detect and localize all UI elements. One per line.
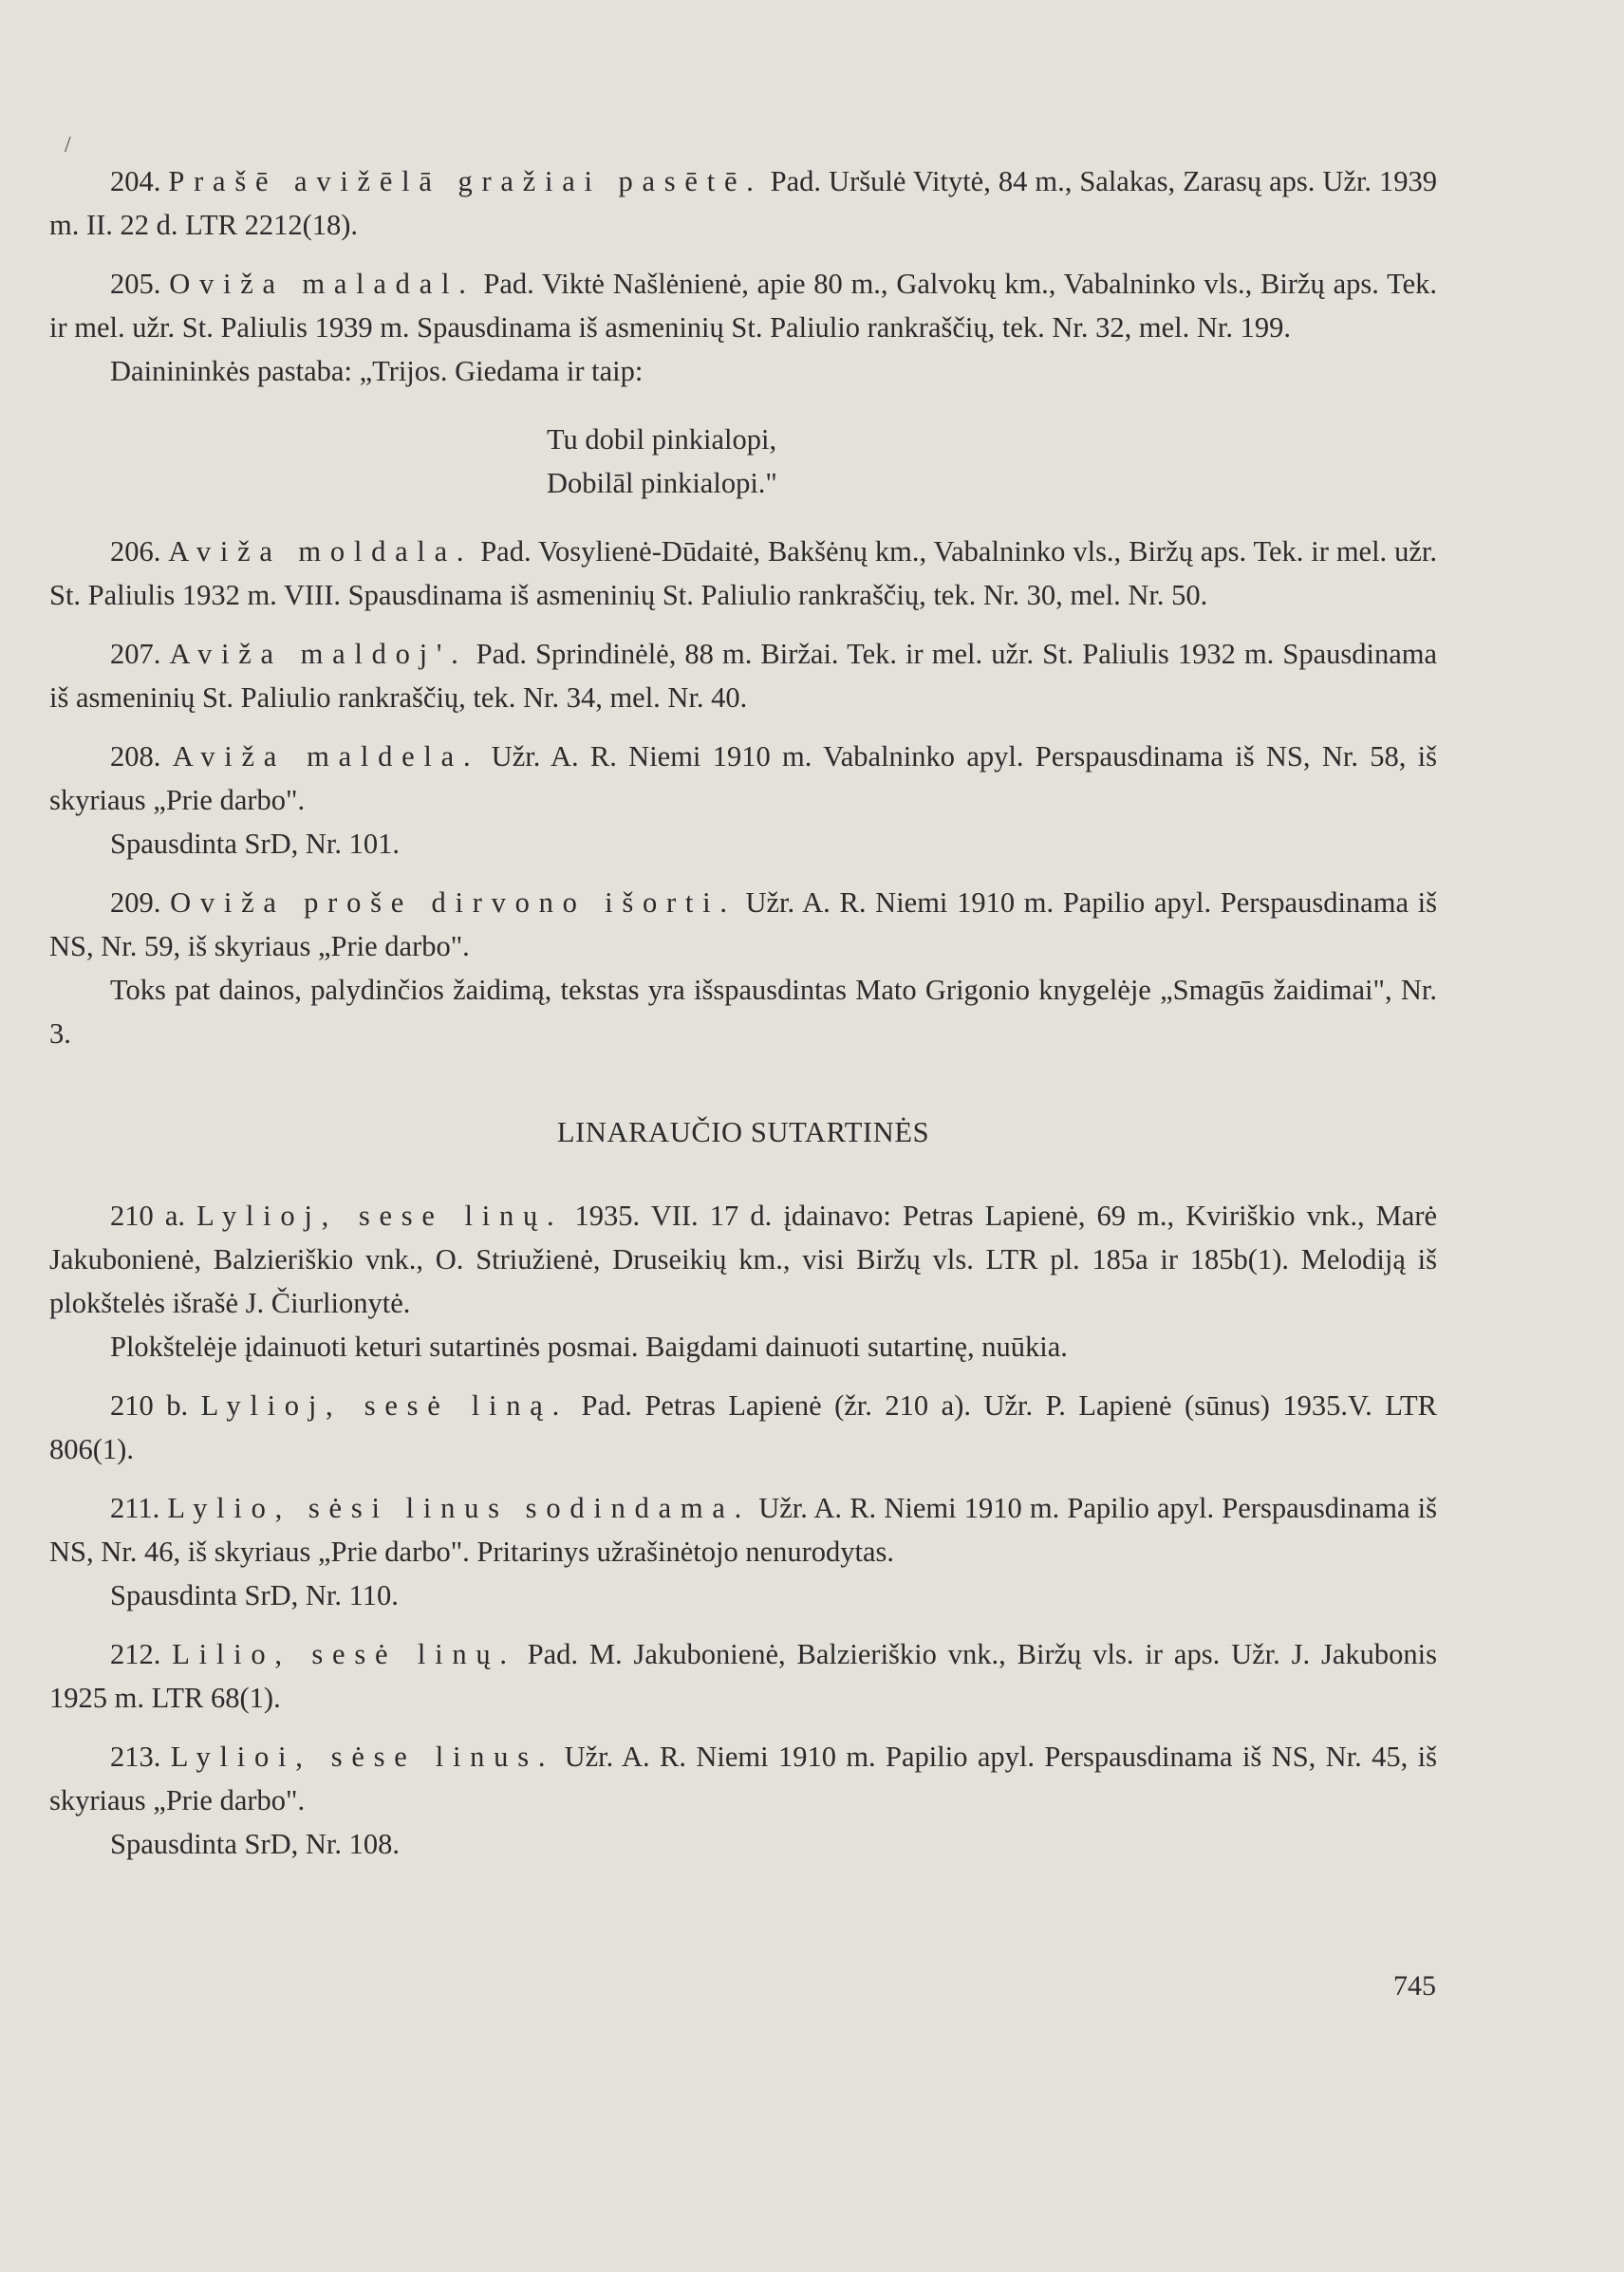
entry-text: Užr. A. R. Niemi 1910 m. Vabalninko apyl. Perspausdinama iš NS, Nr. 58, iš skyriaus „Prie darbo".	[49, 740, 1438, 816]
entry-number: 210 a.	[110, 1200, 186, 1232]
entry-213	[49, 1735, 1437, 1866]
entry-212	[49, 1632, 1437, 1720]
entry-number: 213.	[110, 1741, 161, 1773]
entry-number: 211.	[110, 1492, 160, 1524]
verse-line: Dobilāl pinkialopi."	[547, 467, 777, 499]
entry-title: Oviža proše dirvono išorti.	[170, 886, 737, 919]
entry-title: Lylio, sėsi linus sodindama.	[167, 1492, 752, 1524]
margin-mark: /	[65, 133, 71, 158]
entry-note: Plokštelėje įdainuoti keturi sutartinės posmai. Baigdami dainuoti sutartinę, nuūkia.	[110, 1331, 1068, 1363]
entry-206	[49, 530, 1437, 617]
entry-number: 204.	[110, 165, 161, 197]
entry-number: 207.	[110, 638, 161, 670]
entry-title: Aviža maldela.	[172, 740, 480, 773]
entry-205	[49, 262, 1437, 505]
entry-text: Užr. A. R. Niemi 1910 m. Papilio apyl. Perspausdinama iš NS, Nr. 46, iš skyriaus „Prie darbo". Pritarinys užrašinėtojo nenurodytas.	[49, 1492, 1438, 1568]
entry-note: Spausdinta SrD, Nr. 101.	[110, 828, 400, 860]
entry-207	[49, 632, 1437, 719]
entry-title: Lylioj, sesė liną.	[200, 1389, 569, 1422]
entry-209	[49, 881, 1437, 1055]
entry-number: 208.	[110, 740, 161, 773]
page-number: 745	[1393, 1970, 1436, 2002]
entry-text: Pad. Sprindinėlė, 88 m. Biržai. Tek. ir mel. užr. St. Paliulis 1932 m. Spausdinama iš asmeninių St. Paliulio rankraščių, tek. Nr. 34, mel. Nr. 40.	[49, 638, 1438, 714]
entry-note: Spausdinta SrD, Nr. 110.	[110, 1579, 399, 1611]
entry-title: Oviža maladal.	[169, 268, 476, 300]
entry-note: Spausdinta SrD, Nr. 108.	[110, 1828, 400, 1860]
entry-text: Pad. Uršulė Vitytė, 84 m., Salakas, Zarasų aps. Užr. 1939 m. II. 22 d. LTR 2212(18).	[49, 165, 1438, 241]
entry-text: Pad. Vosylienė-Dūdaitė, Bakšėnų km., Vabalninko vls., Biržų aps. Tek. ir mel. užr. St. Paliulis 1932 m. VIII. Spausdinama iš asmeninių St. Paliulio rankraščių, tek. Nr. 30, mel. Nr. 50.	[49, 535, 1437, 611]
verse-line: Tu dobil pinkialopi,	[547, 423, 777, 456]
entry-title: Lilio, sesė linų.	[172, 1638, 516, 1670]
entry-number: 206.	[110, 535, 161, 568]
entry-title: Aviža maldoj'.	[169, 638, 468, 670]
entry-text: Pad. Petras Lapienė (žr. 210 a). Užr. P. Lapienė (sūnus) 1935.V. LTR 806(1).	[49, 1389, 1438, 1465]
entry-text: Užr. A. R. Niemi 1910 m. Papilio apyl. Perspausdinama iš NS, Nr. 59, iš skyriaus „Prie darbo".	[49, 886, 1438, 962]
entry-text: Pad. M. Jakubonienė, Balzieriškio vnk., Biržų vls. ir aps. Užr. J. Jakubonis 1925 m. LTR 68(1).	[49, 1638, 1438, 1714]
entry-title: Aviža moldala.	[168, 535, 474, 568]
entry-211	[49, 1486, 1437, 1617]
entry-210a	[49, 1194, 1437, 1369]
entry-note: Toks pat dainos, palydinčios žaidimą, tekstas yra išspausdintas Mato Grigonio knygelėje „Smagūs žaidimai", Nr. 3.	[49, 974, 1437, 1050]
section-heading: LINARAUČIO SUTARTINĖS	[556, 1116, 930, 1148]
entry-number: 205.	[110, 268, 161, 300]
entry-text: Pad. Viktė Našlėnienė, apie 80 m., Galvokų km., Vabalninko vls., Biržų aps. Tek. ir mel. užr. St. Paliulis 1939 m. Spausdinama iš asmeninių St. Paliulio rankraščių, tek. Nr. 32, mel. Nr. 199.	[49, 268, 1438, 344]
entry-note: Dainininkės pastaba: „Trijos. Giedama ir taip:	[110, 355, 644, 387]
entry-title: Lylioi, sėse linus.	[170, 1741, 555, 1773]
entry-number: 210 b.	[110, 1389, 189, 1422]
entry-208	[49, 735, 1437, 866]
entry-title: Prašē avižēlā gražiai pasētē.	[168, 165, 763, 197]
entry-number: 209.	[110, 886, 161, 919]
entry-210b	[49, 1384, 1437, 1471]
entry-title: Lyliој, sese linų.	[196, 1200, 564, 1232]
page-content	[49, 159, 1437, 1881]
entry-204	[49, 159, 1437, 247]
entry-text: 1935. VII. 17 d. įdainavo: Petras Lapienė, 69 m., Kviriškio vnk., Marė Jakubonienė, Balzieriškio vnk., O. Striužienė, Druseikių km., visi Biržų vls. LTR pl. 185a ir 185b(1). Melodiją iš plokštelės išrašė J. Čiurlionytė.	[49, 1200, 1438, 1319]
entry-text: Užr. A. R. Niemi 1910 m. Papilio apyl. Perspausdinama iš NS, Nr. 45, iš skyriaus „Prie darbo".	[49, 1741, 1438, 1816]
entry-number: 212.	[110, 1638, 161, 1670]
